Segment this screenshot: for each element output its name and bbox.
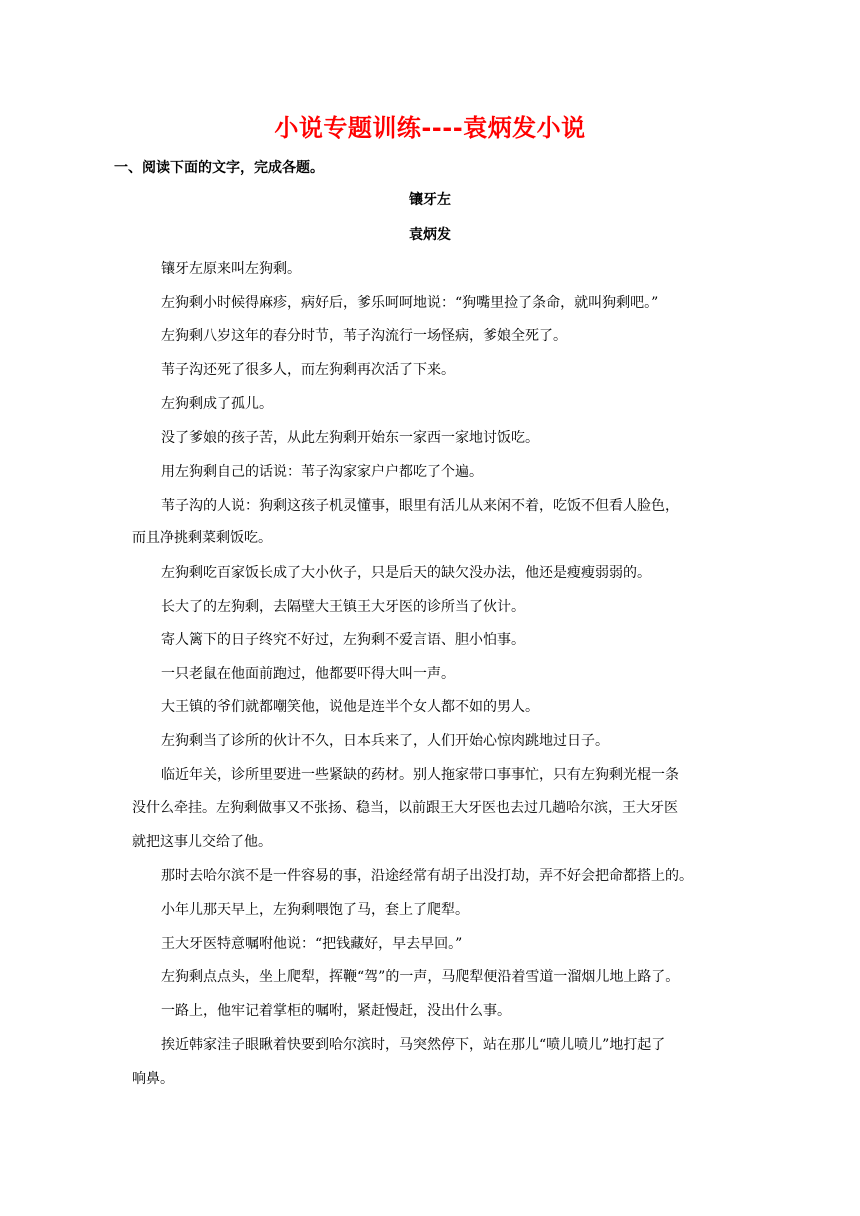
paragraph-line: 那时去哈尔滨不是一件容易的事，沿途经常有胡子出没打劫，弄不好会把命都搭上的。 bbox=[161, 868, 693, 884]
paragraph-line: 大王镇的爷们就都嘲笑他，说他是连半个女人都不如的男人。 bbox=[161, 699, 539, 715]
paragraph-line: 左狗剩八岁这年的春分时节，苇子沟流行一场怪病，爹娘全死了。 bbox=[161, 328, 567, 344]
question-heading: 一、阅读下面的文字，完成各题。 bbox=[114, 160, 324, 176]
story-author: 袁炳发 bbox=[409, 227, 451, 243]
paragraph-line: 没什么牵挂。左狗剩做事又不张扬、稳当，以前跟王大牙医也去过几趟哈尔滨，王大牙医 bbox=[132, 800, 678, 816]
paragraph-line: 一路上，他牢记着掌柜的嘱咐，紧赶慢赶，没出什么事。 bbox=[161, 1003, 511, 1019]
paragraph-line: 左狗剩吃百家饭长成了大小伙子，只是后天的缺欠没办法，他还是瘦瘦弱弱的。 bbox=[161, 565, 651, 581]
paragraph-line: 左狗剩点点头，坐上爬犁，挥鞭“驾”的一声，马爬犁便沿着雪道一溜烟儿地上路了。 bbox=[161, 969, 680, 985]
paragraph-line: 苇子沟的人说：狗剩这孩子机灵懂事，眼里有活儿从来闲不着，吃饭不但看人脸色， bbox=[161, 498, 679, 514]
paragraph-line: 左狗剩小时候得麻疹，病好后，爹乐呵呵地说：“狗嘴里捡了条命，就叫狗剩吧。” bbox=[161, 295, 659, 311]
paragraph-line: 没了爹娘的孩子苦，从此左狗剩开始东一家西一家地讨饭吃。 bbox=[161, 430, 539, 446]
paragraph-line: 寄人篱下的日子终究不好过，左狗剩不爱言语、胆小怕事。 bbox=[161, 632, 525, 648]
paragraph-line: 左狗剩成了孤儿。 bbox=[161, 396, 273, 412]
paragraph-line: 王大牙医特意嘱咐他说：“把钱藏好，早去早回。” bbox=[161, 936, 463, 952]
paragraph-line: 而且净挑剩菜剩饭吃。 bbox=[132, 530, 272, 546]
paragraph-line: 就把这事儿交给了他。 bbox=[132, 834, 272, 850]
paragraph-line: 一只老鼠在他面前跑过，他都要吓得大叫一声。 bbox=[161, 666, 455, 682]
paragraph-line: 长大了的左狗剩，去隔壁大王镇王大牙医的诊所当了伙计。 bbox=[161, 599, 525, 615]
paragraph-line: 响鼻。 bbox=[132, 1071, 174, 1087]
paragraph-line: 挨近韩家洼子眼瞅着快要到哈尔滨时，马突然停下，站在那儿“喷儿喷儿”地打起了 bbox=[161, 1037, 666, 1053]
paragraph-line: 小年儿那天早上，左狗剩喂饱了马，套上了爬犁。 bbox=[161, 902, 469, 918]
paragraph-line: 左狗剩当了诊所的伙计不久，日本兵来了，人们开始心惊肉跳地过日子。 bbox=[161, 733, 609, 749]
story-title: 镶牙左 bbox=[409, 192, 451, 208]
paragraph-line: 用左狗剩自己的话说：苇子沟家家户户都吃了个遍。 bbox=[161, 464, 483, 480]
paragraph-line: 临近年关，诊所里要进一些紧缺的药材。别人拖家带口事事忙，只有左狗剩光棍一条 bbox=[161, 767, 679, 783]
paragraph-line: 苇子沟还死了很多人，而左狗剩再次活了下来。 bbox=[161, 362, 455, 378]
document-title: 小说专题训练----袁炳发小说 bbox=[274, 114, 586, 142]
paragraph-line: 镶牙左原来叫左狗剩。 bbox=[161, 261, 301, 277]
